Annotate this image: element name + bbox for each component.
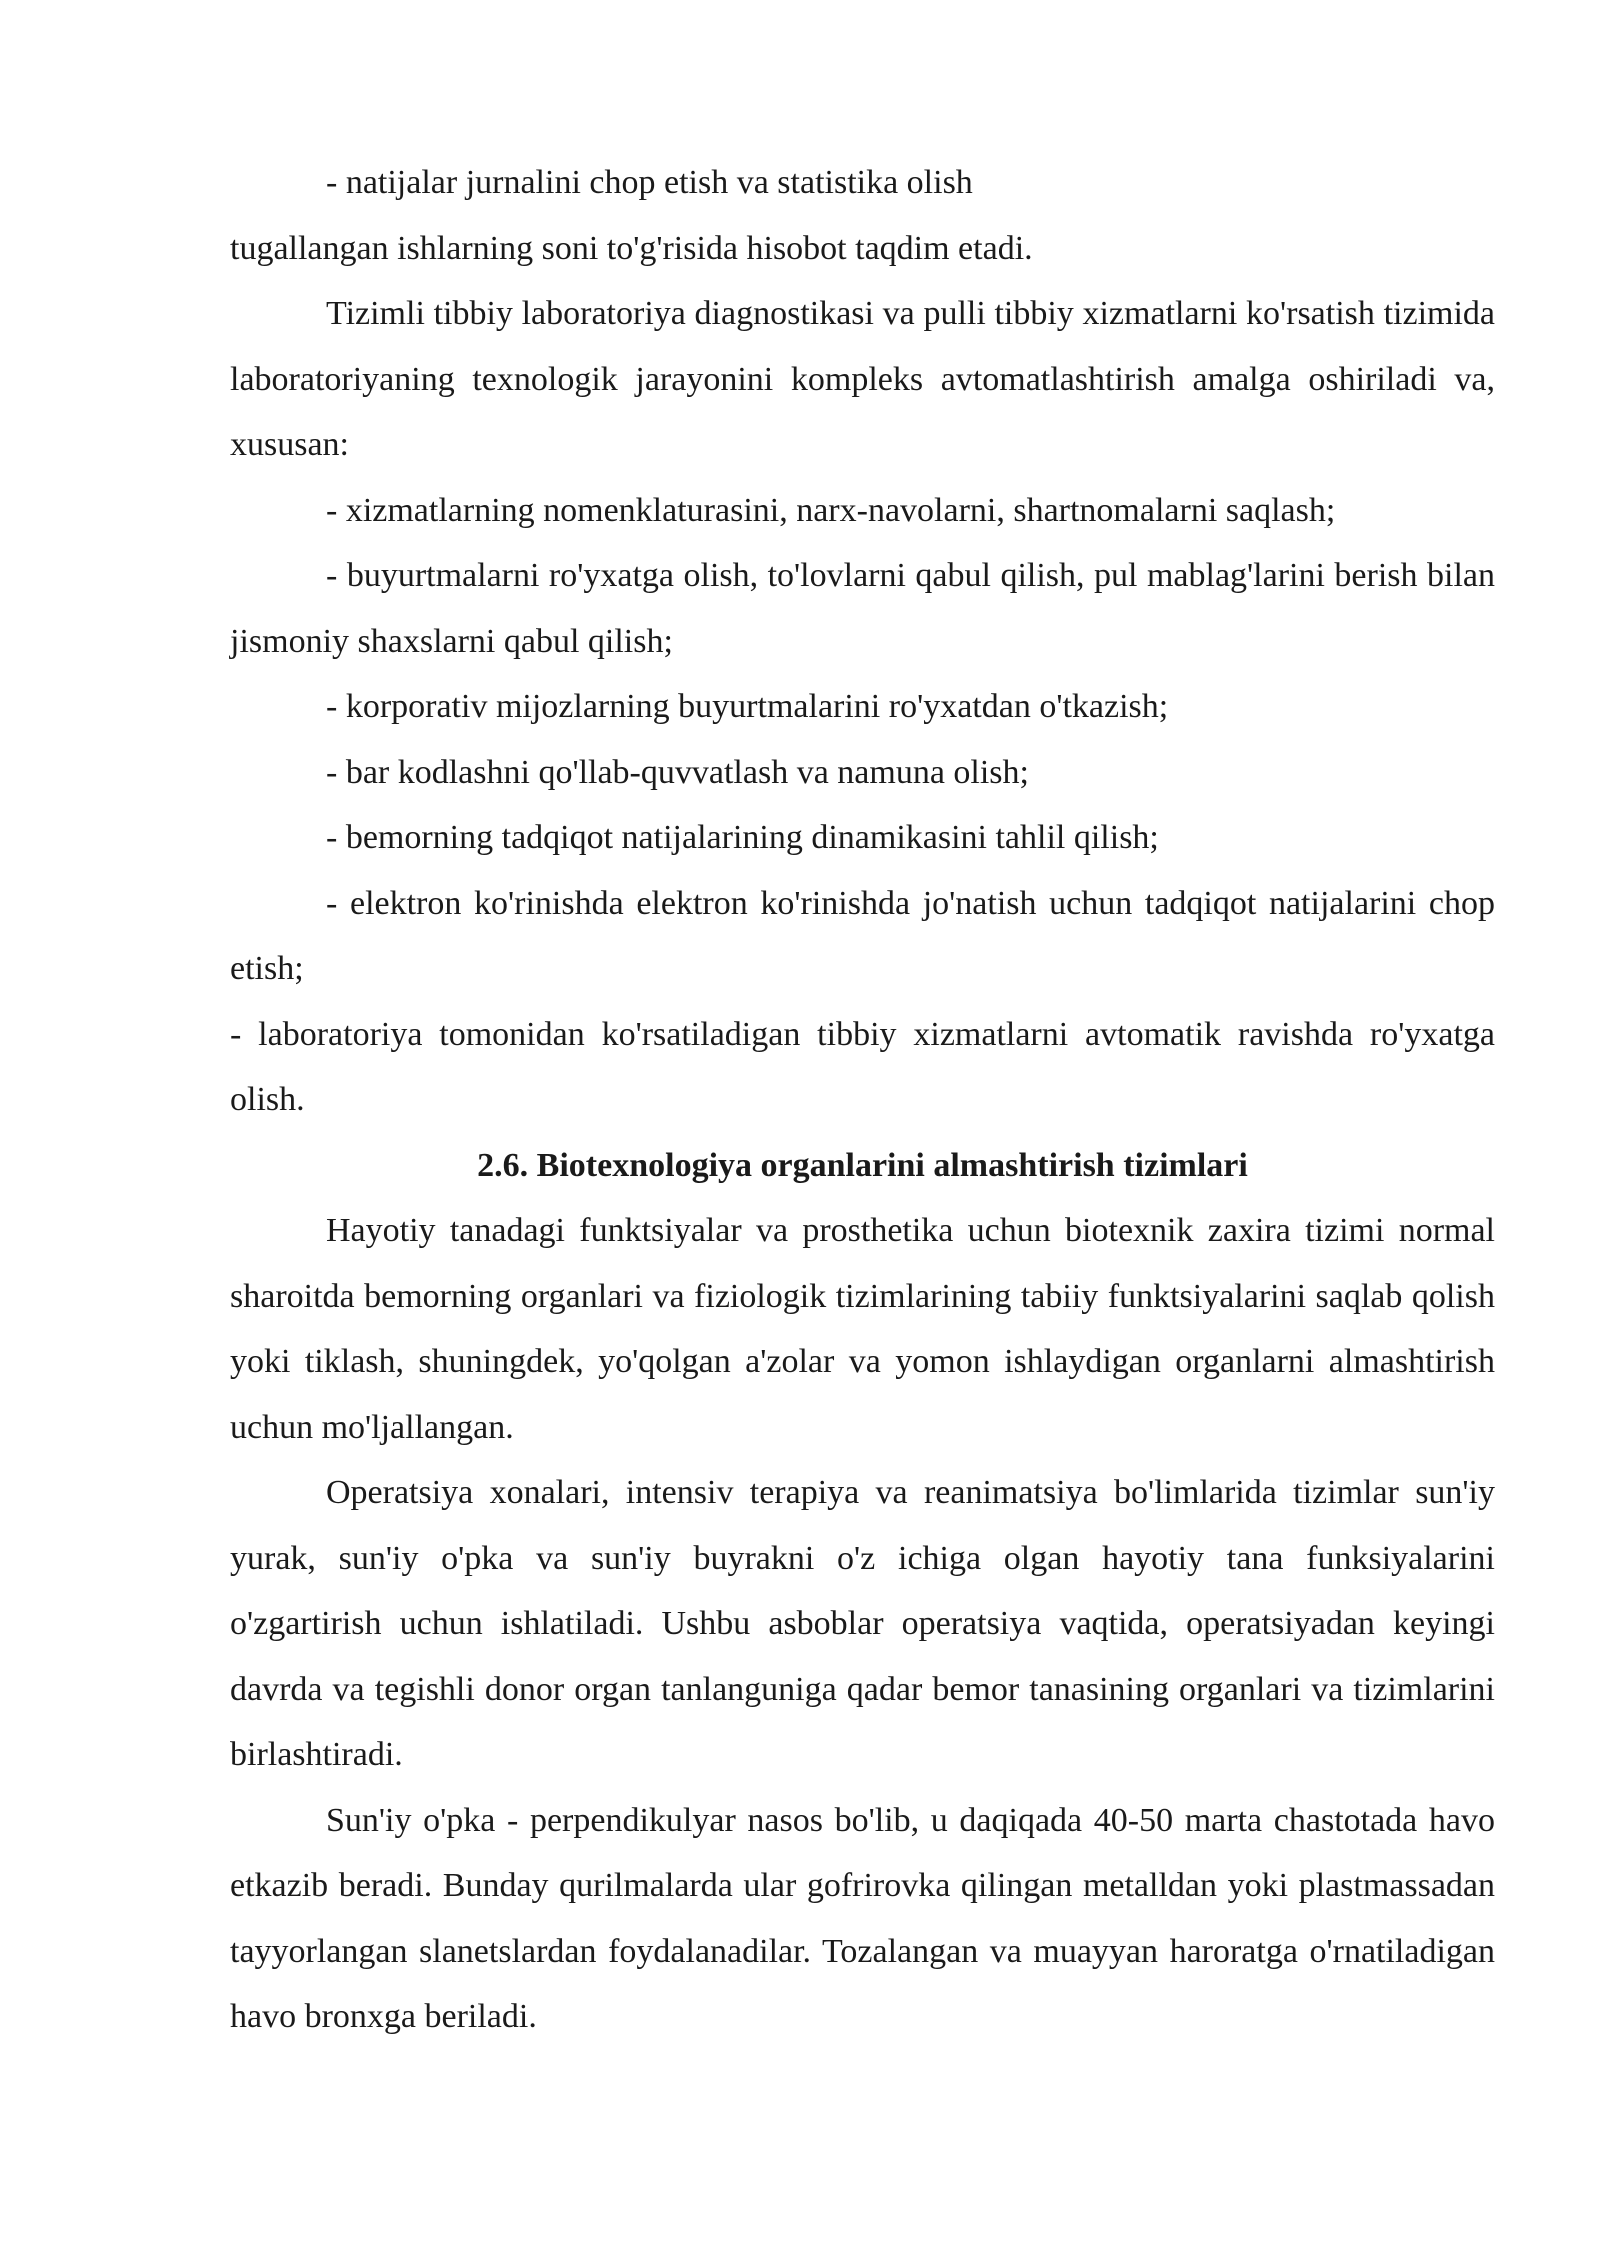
paragraph-6: Sun'iy o'pka - perpendikulyar nasos bo'lib, u daqiqada 40-50 marta chastotada havo etkazib beradi. Bunday qurilmalarda ular gofrirovka qilingan metalldan yoki plastmassadan tayyorlangan slanetslardan foydalanadilar. Tozalangan va muayyan haroratga o'rnatiladigan havo bronxga beriladi. xyxy=(230,1801,1495,2035)
list-item-6: - elektron ko'rinishda elektron ko'rinishda jo'natish uchun tadqiqot natijalarini chop etish; xyxy=(230,884,1495,987)
section-heading: 2.6. Biotexnologiya organlarini almashtirish tizimlari xyxy=(477,1146,1248,1184)
list-item-4: - bar kodlashni qo'llab-quvvatlash va namuna olish; xyxy=(326,753,1029,791)
list-item-3: - korporativ mijozlarning buyurtmalarini ro'yxatdan o'tkazish; xyxy=(326,688,1169,725)
paragraph-1: - natijalar jurnalini chop etish va statistika olish xyxy=(326,164,973,201)
paragraph-2: tugallangan ishlarning soni to'g'risida hisobot taqdim etadi. xyxy=(230,229,1033,267)
list-item-7: - laboratoriya tomonidan ko'rsatiladigan tibbiy xizmatlarni avtomatik ravishda ro'yxatga olish. xyxy=(230,1015,1495,1118)
list-item-5: - bemorning tadqiqot natijalarining dinamikasini tahlil qilish; xyxy=(326,819,1159,856)
paragraph-4: Hayotiy tanadagi funktsiyalar va prosthetika uchun biotexnik zaxira tizimi normal sharoitda bemorning organlari va fiziologik tizimlarining tabiiy funktsiyalarini saqlab qolish yoki tiklash, shuningdek, yo'qolgan a'zolar va yomon ishlaydigan organlarni almashtirish uchun mo'ljallangan. xyxy=(230,1212,1495,1446)
document-page xyxy=(230,150,1495,2050)
paragraph-5: Operatsiya xonalari, intensiv terapiya va reanimatsiya bo'limlarida tizimlar sun'iy yurak, sun'iy o'pka va sun'iy buyrakni o'z ichiga olgan hayotiy tana funksiyalarini o'zgartirish uchun ishlatiladi. Ushbu asboblar operatsiya vaqtida, operatsiyadan keyingi davrda va tegishli donor organ tanlanguniga qadar bemor tanasining organlari va tizimlarini birlashtiradi. xyxy=(230,1474,1495,1773)
paragraph-3: Tizimli tibbiy laboratoriya diagnostikasi va pulli tibbiy xizmatlarni ko'rsatish tizimida laboratoriyaning texnologik jarayonini kompleks avtomatlashtirish amalga oshiriladi va, xususan: xyxy=(230,295,1495,463)
list-item-2: - buyurtmalarni ro'yxatga olish, to'lovlarni qabul qilish, pul mablag'larini berish bilan jismoniy shaxslarni qabul qilish; xyxy=(230,557,1495,660)
list-item-1: - xizmatlarning nomenklaturasini, narx-navolarni, shartnomalarni saqlash; xyxy=(326,491,1336,529)
